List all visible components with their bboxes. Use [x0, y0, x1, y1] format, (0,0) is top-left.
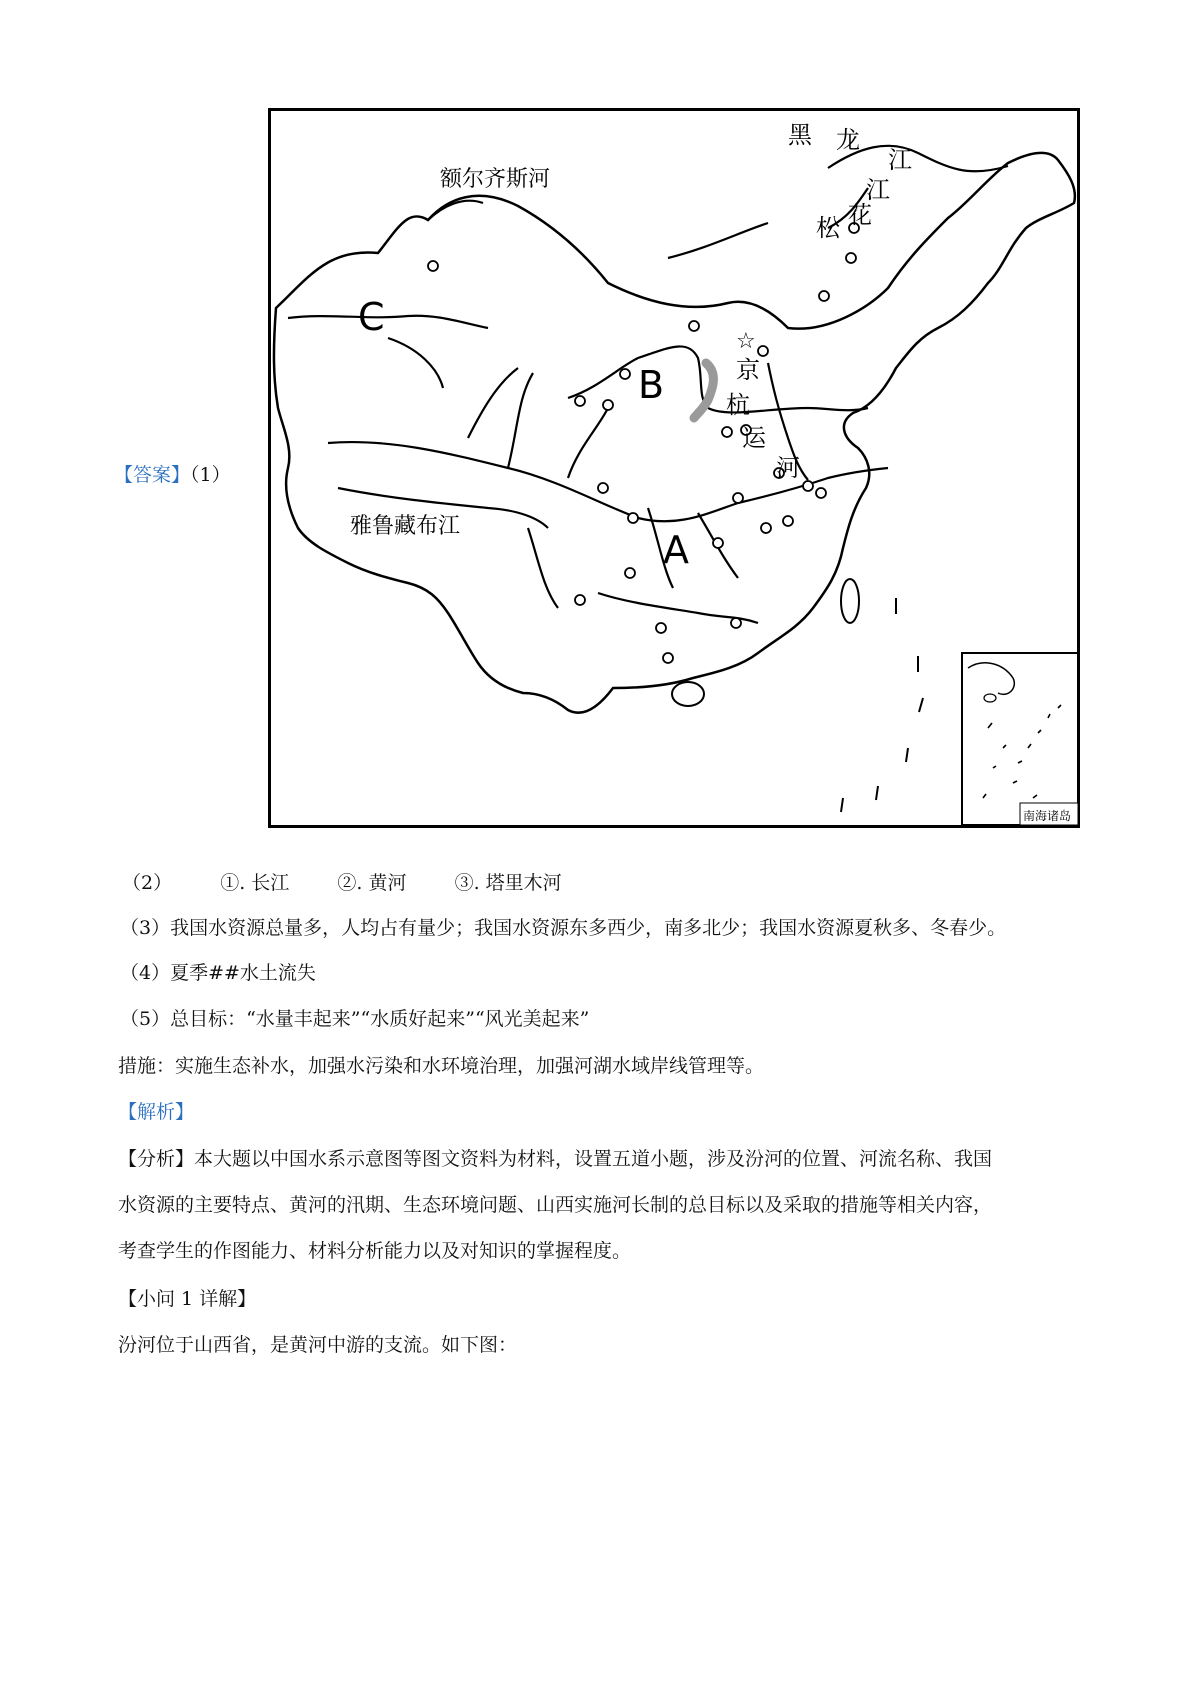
measures-line: 措施：实施生态补水，加强水污染和水环境治理，加强河湖水域岸线管理等。: [118, 1055, 765, 1077]
q2-line: [122, 872, 562, 895]
heilong-char-2: 龙: [836, 126, 860, 154]
q3-line: （3）我国水资源总量多，人均占有量少；我国水资源东多西少，南多北少；我国水资源夏秋多、冬春少。: [120, 917, 1007, 939]
canal-char-3: 运: [742, 424, 766, 452]
erqis-river-label: 额尔齐斯河: [440, 167, 551, 192]
inset-title: 南海诸岛: [1023, 809, 1072, 823]
analysis-heading: 【解析】: [118, 1101, 195, 1123]
q5-line: （5）总目标：“水量丰起来”“水质好起来”“风光美起来”: [120, 1008, 590, 1030]
canal-char-1: 京: [736, 356, 760, 384]
q2-number: （2）: [122, 872, 173, 894]
south-china-sea-inset: [962, 653, 1078, 825]
songhua-char-3: 松: [816, 214, 840, 242]
part1-number: （1）: [190, 464, 231, 486]
region-a-label: A: [663, 528, 689, 572]
answer-label: [114, 460, 231, 487]
q2-item-2: ②. 黄河: [337, 872, 407, 894]
analysis-body-line1: 【分析】本大题以中国水系示意图等图文资料为材料，设置五道小题，涉及汾河的位置、河流名称、我国: [118, 1148, 993, 1170]
q2-item-3: ③. 塔里木河: [454, 872, 562, 894]
china-river-map: [268, 108, 1080, 828]
capital-star: ☆: [736, 329, 756, 354]
q4-line: （4）夏季##水土流失: [120, 962, 316, 984]
heilong-char-3: 江: [888, 146, 912, 174]
canal-char-4: 河: [776, 454, 800, 482]
q2-item-1: ①. 长江: [220, 872, 290, 894]
answer-heading: 答案: [133, 464, 172, 486]
region-c-label: C: [358, 295, 385, 339]
yarlung-river-label: 雅鲁藏布江: [350, 514, 461, 539]
songhua-char-1: 江: [866, 176, 890, 204]
region-b-label: B: [638, 363, 665, 407]
sub-question-heading: 【小问 1 详解】: [118, 1288, 257, 1310]
analysis-body-line3: 考查学生的作图能力、材料分析能力以及对知识的掌握程度。: [118, 1240, 632, 1262]
heilong-char-1: 黑: [788, 121, 812, 149]
answer-bracket-open: 【: [114, 464, 134, 486]
answer-bracket-close: 】: [171, 464, 191, 486]
detail-line: 汾河位于山西省，是黄河中游的支流。如下图：: [118, 1334, 518, 1356]
map-frame: [270, 110, 1079, 827]
songhua-char-2: 花: [848, 201, 872, 229]
analysis-body-line2: 水资源的主要特点、黄河的汛期、生态环境问题、山西实施河长制的总目标以及采取的措施等相关内容，: [118, 1194, 993, 1216]
canal-char-2: 杭: [726, 391, 750, 419]
